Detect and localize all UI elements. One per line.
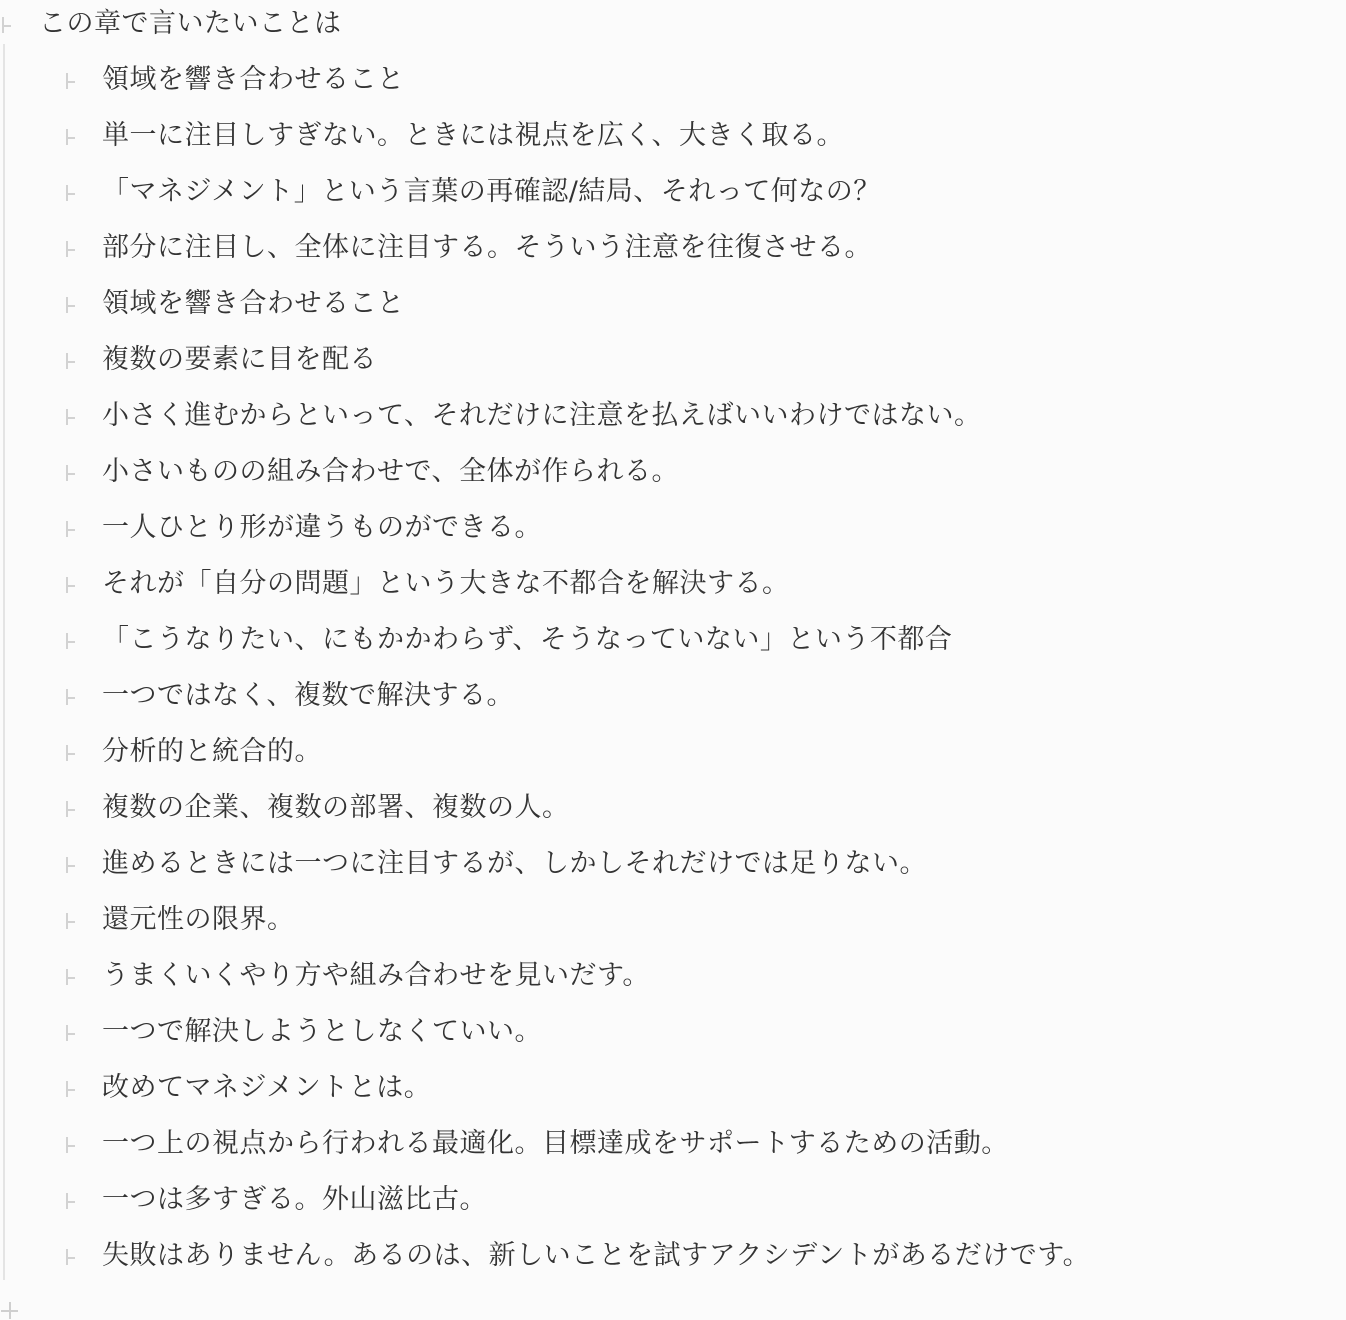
outline-node[interactable] [0, 948, 1346, 1004]
child-node-list [0, 52, 1346, 1284]
outline-node[interactable] [0, 724, 1346, 780]
node-bullet-icon[interactable] [64, 1079, 76, 1099]
outline-node-text[interactable]: 「こうなりたい、にもかかわらず、そうなっていない」という不都合 [102, 624, 953, 655]
outline-node[interactable] [0, 220, 1346, 276]
node-bullet-icon[interactable] [64, 463, 76, 483]
node-bullet-icon[interactable] [64, 911, 76, 931]
node-bullet-icon[interactable] [64, 1135, 76, 1155]
outline-node[interactable] [0, 108, 1346, 164]
outline-node-text[interactable]: 領域を響き合わせること [102, 64, 405, 95]
outline-node-text[interactable]: 一つ上の視点から行われる最適化。目標達成をサポートするための活動。 [102, 1128, 1009, 1159]
node-bullet-icon[interactable] [64, 1247, 76, 1267]
outline-node[interactable] [0, 332, 1346, 388]
outline-node[interactable] [0, 1116, 1346, 1172]
node-bullet-icon[interactable] [64, 575, 76, 595]
node-bullet-icon[interactable] [64, 351, 76, 371]
outline-node[interactable] [0, 780, 1346, 836]
outline-node-text[interactable]: 領域を響き合わせること [102, 288, 405, 319]
outline-node-text[interactable]: 還元性の限界。 [102, 904, 295, 935]
outline-node[interactable] [0, 500, 1346, 556]
outline-node-text[interactable]: 一人ひとり形が違うものができる。 [102, 512, 542, 543]
outline-node[interactable] [0, 276, 1346, 332]
outline-node[interactable] [0, 1172, 1346, 1228]
node-bullet-icon[interactable] [64, 1191, 76, 1211]
outline-node[interactable] [0, 444, 1346, 500]
node-bullet-icon[interactable] [64, 239, 76, 259]
outline-node[interactable] [0, 612, 1346, 668]
node-bullet-icon[interactable] [64, 71, 76, 91]
outline-node-text[interactable]: 小さく進むからといって、それだけに注意を払えばいいわけではない。 [102, 400, 982, 431]
outline-node-text[interactable]: 「マネジメント」という言葉の再確認/結局、それって何なの？ [102, 176, 881, 207]
outline-node-text[interactable]: それが「自分の問題」という大きな不都合を解決する。 [102, 568, 790, 599]
node-bullet-icon[interactable] [64, 407, 76, 427]
outline-node[interactable] [0, 892, 1346, 948]
outline-node-text[interactable]: 一つは多すぎる。外山滋比古。 [102, 1184, 487, 1215]
outline-node[interactable] [0, 52, 1346, 108]
outline-node-text[interactable]: 小さいものの組み合わせで、全体が作られる。 [102, 456, 679, 487]
outline-node[interactable] [0, 1004, 1346, 1060]
outline-node[interactable] [0, 1228, 1346, 1284]
node-bullet-icon[interactable] [64, 687, 76, 707]
node-bullet-icon[interactable] [64, 743, 76, 763]
outline-node-text[interactable]: 一つではなく、複数で解決する。 [102, 680, 514, 711]
outline-node-text[interactable]: うまくいくやり方や組み合わせを見いだす。 [102, 960, 650, 991]
outline-node-text[interactable]: 進めるときには一つに注目するが、しかしそれだけでは足りない。 [102, 848, 927, 879]
outline-node[interactable] [0, 388, 1346, 444]
outline-node[interactable] [0, 668, 1346, 724]
node-bullet-icon[interactable] [64, 183, 76, 203]
outline-node-text[interactable]: 複数の要素に目を配る [102, 344, 377, 375]
outline-node-text[interactable]: 分析的と統合的。 [102, 736, 322, 767]
outline-node-text[interactable]: 単一に注目しすぎない。ときには視点を広く、大きく取る。 [102, 120, 844, 151]
outline-node-text[interactable]: 改めてマネジメントとは。 [102, 1072, 432, 1103]
node-bullet-icon[interactable] [64, 855, 76, 875]
node-bullet-icon[interactable] [64, 127, 76, 147]
node-bullet-icon[interactable] [64, 967, 76, 987]
outline-node-text[interactable]: 失敗はありません。あるのは、新しいことを試すアクシデントがあるだけです。 [102, 1240, 1091, 1271]
node-bullet-icon[interactable] [64, 1023, 76, 1043]
outline-node[interactable] [0, 836, 1346, 892]
outline-node-text[interactable]: 部分に注目し、全体に注目する。そういう注意を往復させる。 [102, 232, 872, 263]
node-bullet-icon[interactable] [64, 631, 76, 651]
outline-node[interactable] [0, 1060, 1346, 1116]
root-node[interactable] [0, 0, 1346, 48]
root-node-text[interactable]: この章で言いたいことは [39, 8, 342, 39]
node-bullet-icon[interactable] [64, 519, 76, 539]
outline-node[interactable] [0, 556, 1346, 612]
outline-node-text[interactable]: 複数の企業、複数の部署、複数の人。 [102, 792, 570, 823]
outline-node-text[interactable]: 一つで解決しようとしなくていい。 [102, 1016, 542, 1047]
outline-node[interactable] [0, 164, 1346, 220]
plus-icon[interactable] [0, 1300, 20, 1320]
node-bullet-icon[interactable] [0, 15, 12, 35]
node-bullet-icon[interactable] [64, 799, 76, 819]
node-bullet-icon[interactable] [64, 295, 76, 315]
